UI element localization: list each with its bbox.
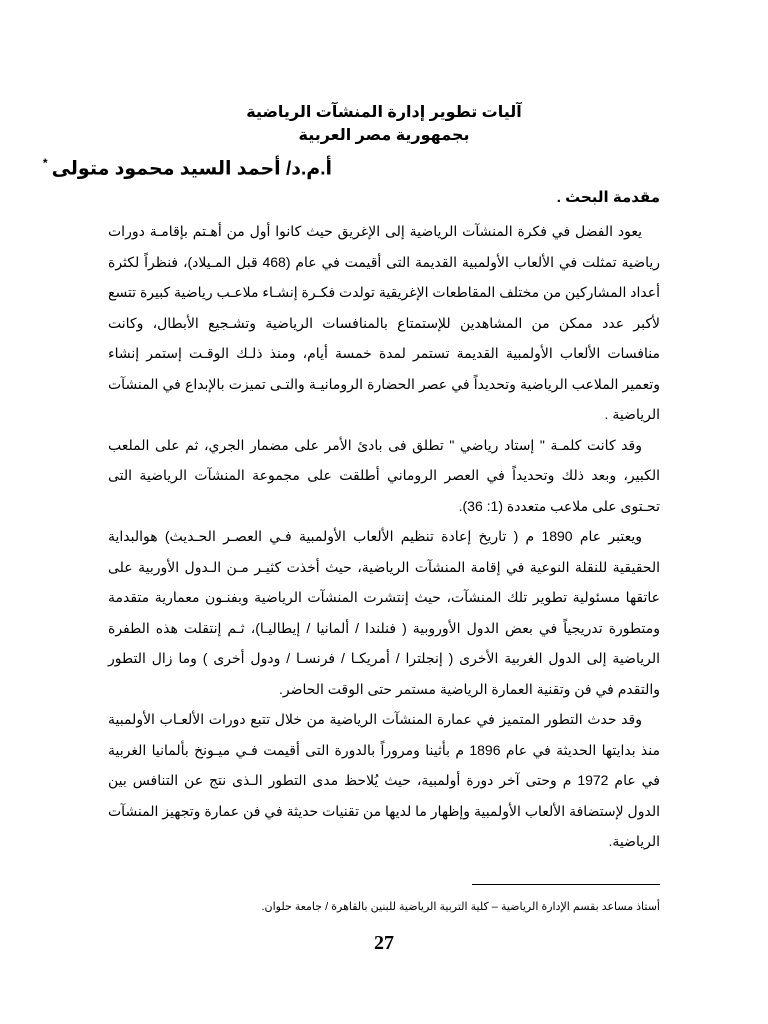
paragraph-4: وقد حدث التطور المتميز في عمارة المنشآت الرياضية من خلال تتبع دورات الألعـاب الأولمبية منذ بدايتها الحديثة في عام 1896 م بأثينا ومروراً بالدورة التى أقيمت فـي ميـونخ بألمانيا الغربية في عام 1972 م وحتى آخر دورة أولمبية، حيث يُلاحظ مدى التطور الـذى نتج عن التنافس بين الدول لإستضافة الألعاب الأولمبية وإظهار ما لديها من تقنيات حديثة في فن عمارة وتجهيز المنشآت الرياضية. [108,711,661,849]
paragraph-2: وقد كانت كلمـة " إستاد رياضي " تطلق فى بادئ الأمر على مضمار الجري، ثم على الملعب الكبير، وبعد ذلك وتحديداً في العصر الروماني أطلقت على مجموعة المنشآت الرياضية التى تحـتوى على ملاعب متعددة (1: 36). [108,436,660,514]
title-line-2: بجمهورية مصر العربية [298,127,470,144]
footnote: أستاذ مساعد بقسم الإدارة الرياضية – كلية التربية الرياضية للبنين بالقاهرة / جامعة حلوان. [261,901,660,913]
section-heading: مقدمة البحث . [556,189,660,206]
paragraph-3: ويعتبر عام 1890 م ( تاريخ إعادة تنظيم الألعاب الأولمبية فـي العصـر الحـديث) هوالبداية الحقيقية للنقلة النوعية في إقامة المنشآت الرياضية، حيث أخذت كثيـر مـن الـدول الأوربية على عاتقها مسئولية تطوير تلك المنشآت، حيث إنتشرت المنشآت الرياضية وبفنـون معمارية متقدمة ومتطورة تدريجياً في بعض الدول الأوروبية ( فنلندا / ألمانيا / إيطاليـا)، ثـم إنتقلت هذه الطفرة الرياضية إلى الدول الغربية الأخرى ( إنجلترا / أمريكـا / فرنسـا / ودول أخرى ) وما زال التطور والتقدم في فن وتقنية العمارة الرياضية مستمر حتى الوقت الحاضر. [108,528,660,697]
page-number: 27 [374,932,394,954]
author-line [43,156,332,180]
body-text [108,216,660,857]
footnote-divider [472,884,660,885]
author-footnote-marker: * [42,156,48,170]
paragraph-1: يعود الفضل في فكرة المنشآت الرياضية إلى الإغريق حيث كانوا أول من أهـتم بإقامـة دورات رياضية تمثلت في الألعاب الأولمبية القديمة التى أقيمت في عام (468 قبل المـيلاد)، فنظراً لكثرة أعداد المشاركين من مختلف المقاطعات الإغريقية تولدت فكـرة إنشـاء ملاعـب رياضية كبيرة تتسع لأكبر عدد ممكن من المشاهدين للإستمتاع بالمنافسات الرياضية وتشـجيع الأبطال، وكانت منافسات الألعاب الأولمبية القديمة تستمر لمدة خمسة أيام، ومنذ ذلـك الوقـت إستمر إنشاء وتعمير الملاعب الرياضية وتحديداً في عصر الحضارة الرومانيـة والتـى تميزت بالإبداع في المنشآت الرياضية . [108,223,661,422]
title-line-1: آليات تطوير إدارة المنشآت الرياضية [246,104,522,121]
author-name: أ.م.د/ أحمد السيد محمود متولى [51,158,332,180]
